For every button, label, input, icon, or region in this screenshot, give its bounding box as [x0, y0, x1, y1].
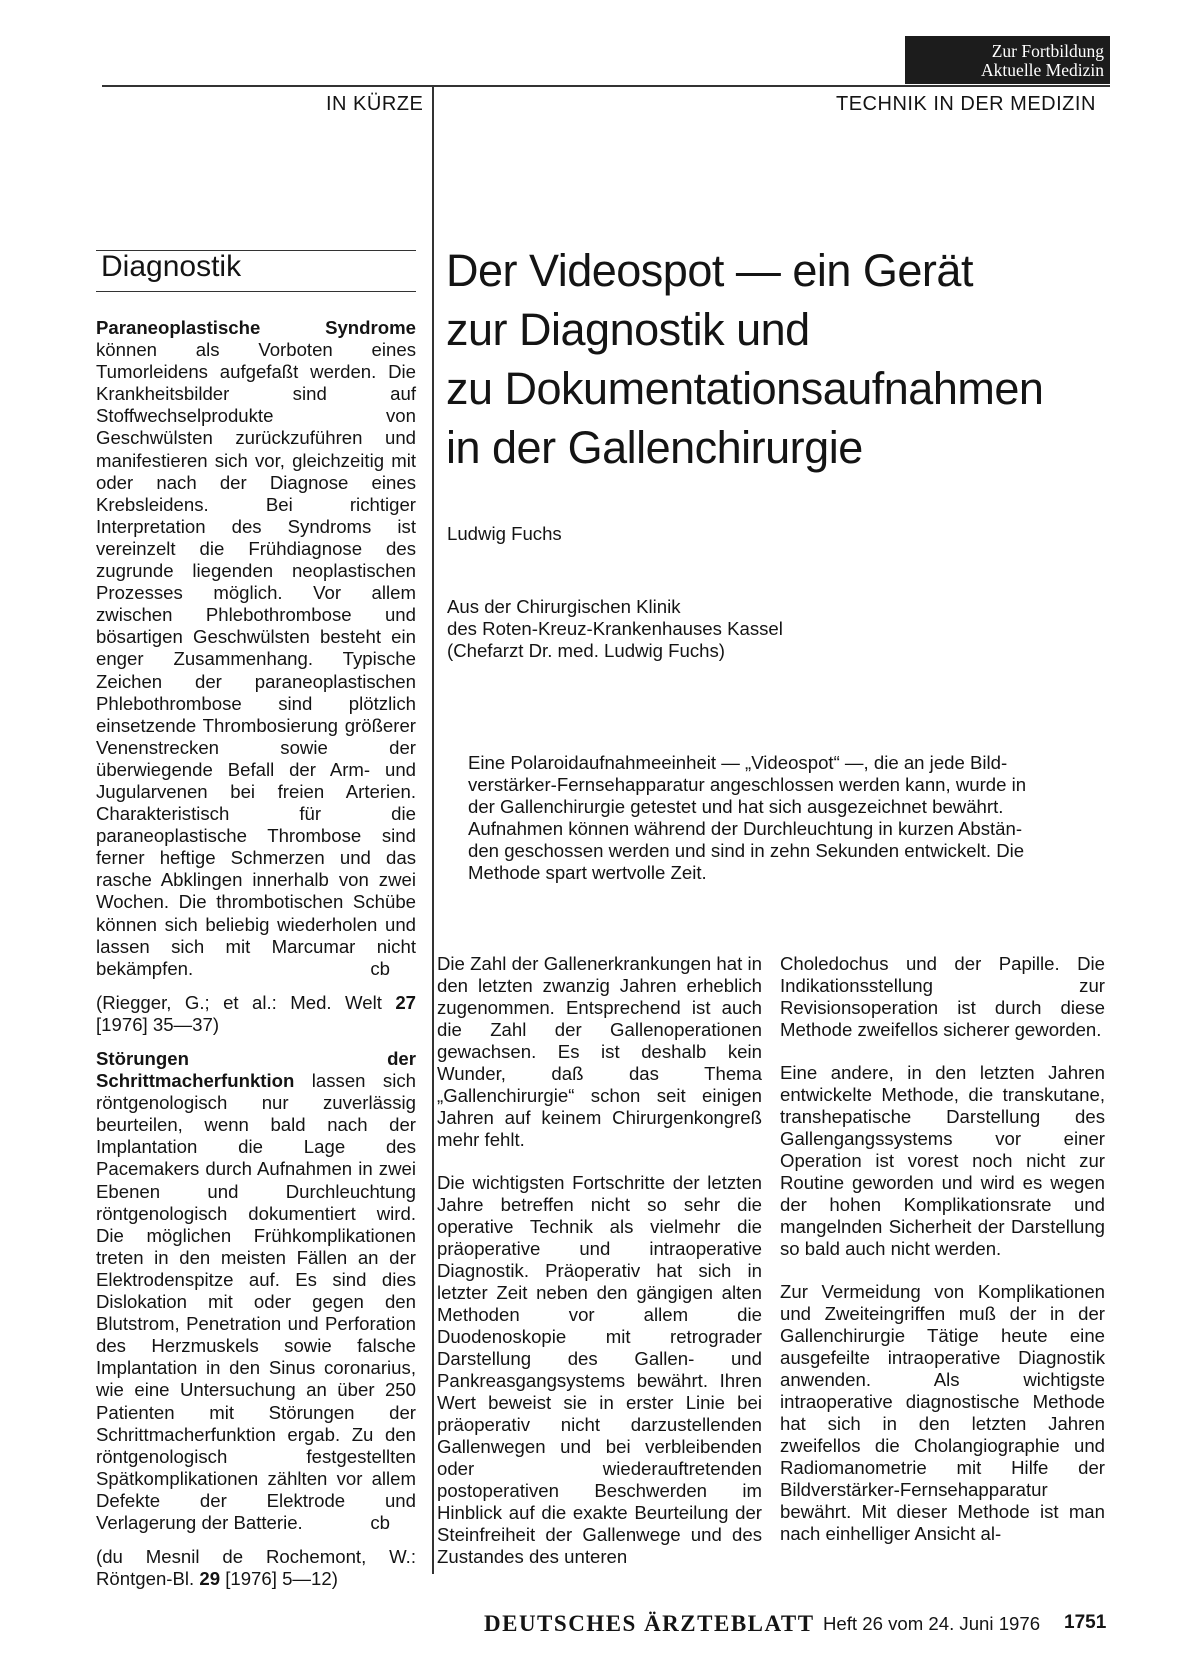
sidebar-item-1-reference [96, 992, 416, 1036]
running-head-right: TECHNIK IN DER MEDIZIN [836, 93, 1096, 115]
title-line: Der Videospot — ein Gerät [446, 245, 973, 296]
footer-issue: Heft 26 vom 24. Juni 1976 [823, 1613, 1041, 1634]
body-column-1 [437, 953, 762, 1589]
sidebar-item-2-lead: Störungen der Schrittmacherfunktion [96, 1048, 416, 1092]
affiliation-line: (Chefarzt Dr. med. Ludwig Fuchs) [447, 640, 725, 661]
abstract-line: der Gallenchirurgie getestet und hat sich ausgezeichnet bewährt. [468, 796, 1004, 817]
article-affiliation [447, 596, 783, 662]
abstract-line: verstärker-Fernsehapparatur angeschlossen werden kann, wurde in [468, 774, 1027, 795]
abstract-line: Methode spart wertvolle Zeit. [468, 862, 707, 883]
affiliation-line: des Roten-Kreuz-Krankenhauses Kassel [447, 618, 783, 639]
body-paragraph: Eine andere, in den letzten Jahren entwickelte Methode, die transkutane, transhepatische Darstellung des Gallengangssystems vor einer Operation ist vorest noch nicht zur Routine geworden und wird es wegen der hohen Komplikationsrate und mangelnden Sicherheit der Darstellung so bald auch nicht werden. [780, 1062, 1105, 1259]
section-label-line2: Aktuelle Medizin [981, 60, 1104, 80]
footer-journal: DEUTSCHES ÄRZTEBLATT [484, 1611, 815, 1636]
abstract-line: Eine Polaroidaufnahmeeinheit — „Videospot“ —, die an jede Bild- [468, 752, 1008, 773]
column-divider [432, 86, 434, 1574]
body-paragraph: Choledochus und der Papille. Die Indikationsstellung zur Revisionsoperation ist durch diese Methode zweifellos sicherer geworden. [780, 953, 1105, 1040]
abstract-line: den geschossen werden und sind in zehn Sekunden entwickelt. Die [468, 840, 1025, 861]
running-head-left: IN KÜRZE [326, 93, 424, 115]
sidebar-heading: Diagnostik [101, 250, 242, 283]
ref-1-pre: (Riegger, G.; et al.: Med. Welt [96, 991, 396, 1013]
ref-2-volume: 29 [199, 1568, 221, 1590]
sidebar-item-2-signature: cb [370, 1511, 390, 1533]
article-abstract [468, 752, 1086, 884]
body-paragraph: Die wichtigsten Fortschritte der letzten Jahre betreffen nicht so sehr die operative Technik als vielmehr die präoperative und intraoperative Diagnostik. Präoperativ hat sich in letzter Zeit neben den gängigen alten Methoden vor allem die Duodenoskopie mit retrograder Darstellung des Gallen- und Pankreasgangsystems bewährt. Ihren Wert beweist sie in erster Linie bei präoperativ nicht darzustellenden Gallenwegen und bei verbleibenden oder wiederauftretenden postoperativen Beschwerden im Hinblick auf die exakte Beurteilung der Steinfreiheit der Gallenwege und des Zustandes des unteren [437, 1172, 762, 1567]
ref-1-volume: 27 [395, 991, 416, 1013]
top-rule [102, 85, 1110, 87]
sidebar-content [96, 317, 416, 1590]
body-column-2 [780, 953, 1105, 1566]
ref-1-post: [1976] 35—37) [96, 1013, 220, 1035]
section-label-box [905, 36, 1110, 84]
article-author: Ludwig Fuchs [447, 523, 562, 544]
footer-page-number: 1751 [1064, 1612, 1107, 1633]
sidebar-item-1-signature: cb [370, 957, 390, 979]
ref-2-post: [1976] 5—12) [220, 1568, 338, 1590]
sidebar-heading-rule-bottom [96, 291, 416, 292]
sidebar-item-1-text: können als Vorboten eines Tumorleidens aufgefaßt werden. Die Krankheitsbilder sind auf Stoffwechselprodukte von Geschwülsten zurückzuführen und manifestieren sich vor, gleichzeitig mit oder nach der Diagnose eines Krebsleidens. Bei richtiger Interpretation des Syndroms ist vereinzelt die Frühdiagnose des zugrunde liegenden neoplastischen Prozesses möglich. Vor allem zwischen Phlebothrombose und bösartigen Geschwülsten besteht ein enger Zusammenhang. Typische Zeichen der paraneoplastischen Phlebothrombose sind plötzlich einsetzende Thrombosierung größerer Venenstrecken sowie der überwiegende Befall der Arm- und Jugularvenen bei freien Arterien. Charakteristisch für die paraneoplastische Thrombose sind ferner heftige Schmerzen und das rasche Abklingen innerhalb von zwei Wochen. Die thrombotischen Schübe können sich beliebig wiederholen und lassen sich mit Marcumar nicht bekämpfen. [96, 339, 416, 979]
sidebar-item-2-text: lassen sich röntgenologisch nur zuverlässig beurteilen, wenn bald nach der Implantation die Lage des Pacemakers durch Aufnahmen in zwei Ebenen und Durchleuchtung röntgenologisch dokumentiert wird. Die möglichen Frühkomplikationen treten in den meisten Fällen an der Elektrodenspitze auf. Es sind dies Dislokation mit oder gegen den Blutstrom, Penetration und Perforation des Herzmuskels sowie falsche Implantation in den Sinus coronarius, wie eine Untersuchung an über 250 Patienten mit Störungen der Schrittmacherfunktion ergab. Zu den röntgenologisch festgestellten Spätkomplikationen zählten vor allem Defekte der Elektrode und Verlagerung der Batterie. [96, 1070, 416, 1533]
ref-2-pre: (du Mesnil de Rochemont, W.: Röntgen-Bl. [96, 1546, 416, 1590]
abstract-line: Aufnahmen können während der Durchleuchtung in kurzen Abstän- [468, 818, 1023, 839]
title-line: in der Gallenchirurgie [446, 422, 863, 473]
sidebar-item-2 [96, 1048, 416, 1534]
affiliation-line: Aus der Chirurgischen Klinik [447, 596, 681, 617]
title-line: zur Diagnostik und [446, 304, 810, 355]
sidebar-item-1-lead: Paraneoplastische Syndrome [96, 317, 416, 338]
sidebar-item-2-reference [96, 1546, 416, 1590]
body-paragraph: Zur Vermeidung von Komplikationen und Zweiteingriffen muß der in der Gallenchirurgie Tätige heute eine ausgefeilte intraoperative Diagnostik anwenden. Als wichtigste intraoperative diagnostische Methode hat sich in den letzten Jahren zweifellos die Cholangiographie und Radiomanometrie mit Hilfe der Bildverstärker-Fernsehapparatur bewährt. Mit dieser Methode ist man nach einhelliger Ansicht al- [780, 1281, 1105, 1544]
sidebar-item-1 [96, 317, 416, 980]
title-line: zu Dokumentationsaufnahmen [446, 363, 1044, 414]
body-paragraph: Die Zahl der Gallenerkrankungen hat in den letzten zwanzig Jahren erheblich zugenommen. Entsprechend ist auch die Zahl der Gallenoperationen gewachsen. Es ist deshalb kein Wunder, daß das Thema „Gallenchirurgie“ schon seit einigen Jahren auf keinem Chirurgenkongreß mehr fehlt. [437, 953, 762, 1150]
section-label-line1: Zur Fortbildung [991, 41, 1104, 61]
article-title [446, 241, 1043, 477]
